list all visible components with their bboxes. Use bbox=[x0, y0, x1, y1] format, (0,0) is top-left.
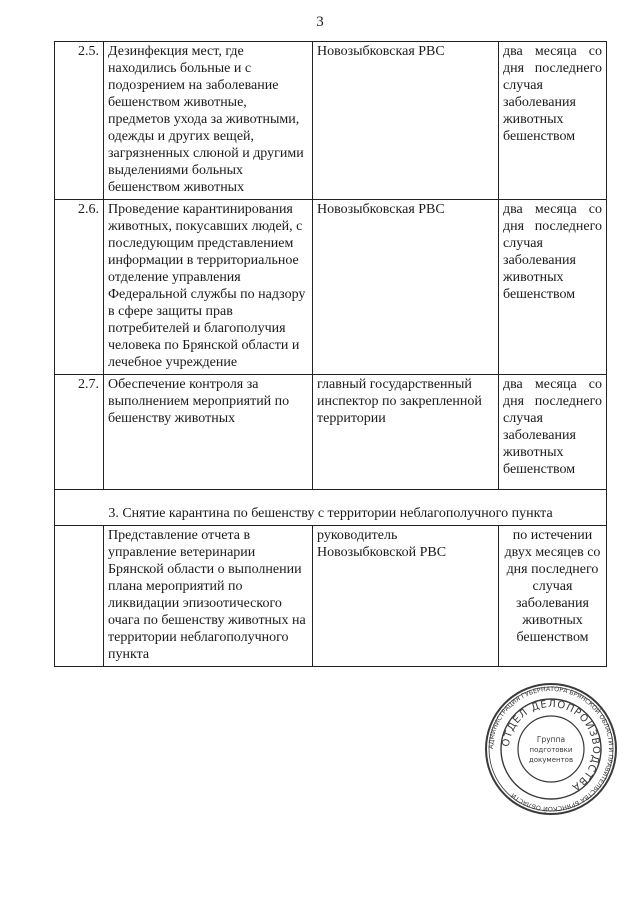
row-number: 2.5. bbox=[55, 42, 104, 200]
measures-table bbox=[54, 41, 607, 667]
section-row bbox=[55, 490, 607, 505]
stamp-ring-text: ОТДЕЛ ДЕЛОПРОИЗВОДСТВА bbox=[500, 698, 602, 793]
row-term: два месяца со дня последнего случая заболевания животных бешенством bbox=[499, 375, 607, 490]
row-responsible: руководитель Новозыбковской РВС bbox=[313, 526, 499, 667]
section-row bbox=[55, 504, 607, 526]
table-row bbox=[55, 200, 607, 375]
row-number bbox=[55, 526, 104, 667]
row-number: 2.7. bbox=[55, 375, 104, 490]
table-row bbox=[55, 375, 607, 490]
row-term: по истечении двух месяцев со дня последнего случая заболевания животных бешенством bbox=[499, 526, 607, 667]
row-action: Проведение карантинирования животных, покусавших людей, с последующим представлением информации в территориальное отделение управления Федеральной службы по надзору в сфере защиты прав потребителей и благополучия человека по Брянской области и лечебное учреждение bbox=[104, 200, 313, 375]
section-heading: 3. Снятие карантина по бешенству с территории неблагополучного пункта bbox=[55, 504, 607, 526]
row-action: Дезинфекция мест, где находились больные и с подозрением на заболевание бешенством животные, предметов ухода за животными, одежды и других вещей, загрязненных слюной и другими выделениями больных бешенством животных bbox=[104, 42, 313, 200]
section-spacer bbox=[55, 490, 607, 505]
row-term: два месяца со дня последнего случая заболевания животных бешенством bbox=[499, 200, 607, 375]
stamp-center-line-3: документов bbox=[528, 756, 574, 764]
row-term: два месяца со дня последнего случая заболевания животных бешенством bbox=[499, 42, 607, 200]
row-action: Представление отчета в управление ветеринарии Брянской области о выполнении плана мероприятий по ликвидации эпизоотического очага по бешенству животных на территории неблагополучного пункта bbox=[104, 526, 313, 667]
department-stamp bbox=[484, 682, 618, 816]
row-number: 2.6. bbox=[55, 200, 104, 375]
stamp-outer-text: АДМИНИСТРАЦИЯ ГУБЕРНАТОРА БРЯНСКОЙ ОБЛАСТИ И ПРАВИТЕЛЬСТВА БРЯНСКОЙ ОБЛАСТИ bbox=[487, 685, 615, 813]
stamp-center-line-1: Группа bbox=[536, 735, 566, 744]
row-responsible: Новозыбковская РВС bbox=[313, 42, 499, 200]
page-number: 3 bbox=[316, 14, 324, 30]
stamp-center-line-2: подготовки bbox=[529, 746, 573, 754]
table-row bbox=[55, 42, 607, 200]
row-responsible: Новозыбковская РВС bbox=[313, 200, 499, 375]
row-responsible: главный государственный инспектор по закрепленной территории bbox=[313, 375, 499, 490]
table-row bbox=[55, 526, 607, 667]
row-action: Обеспечение контроля за выполнением мероприятий по бешенству животных bbox=[104, 375, 313, 490]
